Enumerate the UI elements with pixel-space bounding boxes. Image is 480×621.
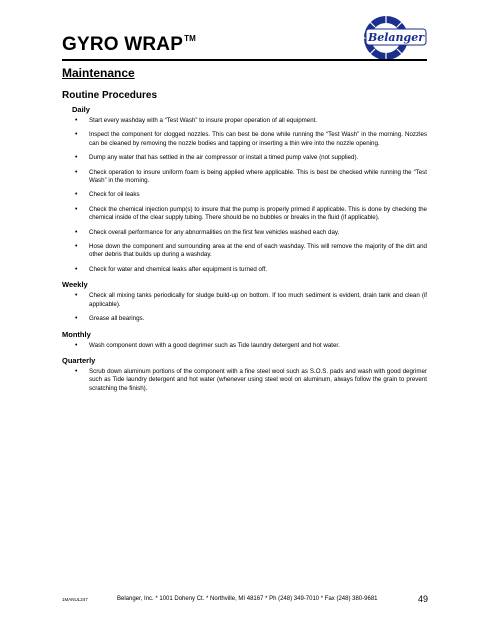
- list-item: • Dump any water that has settled in the air compressor or install a timed pump valve (not supplied).: [75, 154, 359, 162]
- list-item: • Check all mixing tanks periodically for sludge build-up on bottom. If too much sediment is evident, drain tank and clean (if applicable).: [75, 292, 427, 308]
- title-text: GYRO WRAP: [62, 34, 184, 55]
- list-item: • Hose down the component and surrounding area at the end of each washday. This will remove the majority of the dirt and other debris that builds up during a washday.: [75, 243, 427, 259]
- list-item: • Check the chemical injection pump(s) to insure that the pump is properly primed if applicable. This is done by checking the chemical inside of the clear supply tubing. There should be no bubbles or breaks in the fluid (if applicable).: [75, 205, 427, 222]
- bullet-icon: •: [75, 131, 78, 139]
- bullet-icon: •: [75, 168, 78, 176]
- belanger-logo: [356, 14, 428, 62]
- page-number: 49: [418, 594, 429, 604]
- daily-title: Daily: [72, 105, 90, 114]
- monthly-list: [62, 342, 427, 350]
- monthly-title: Monthly: [62, 329, 91, 339]
- header-rule: [62, 59, 427, 61]
- procedures-content: [62, 90, 427, 399]
- weekly-list: [62, 292, 427, 323]
- bullet-icon: •: [75, 117, 78, 124]
- subsection-title: Routine Procedures: [62, 90, 158, 101]
- logo-wordmark: Belanger: [367, 31, 425, 44]
- quarterly-group: [62, 356, 427, 393]
- daily-list: [62, 117, 427, 274]
- list-item: • Grease all bearings.: [75, 315, 145, 323]
- list-item: • Check overall performance for any abnormalities on the first few vehicles washed each day.: [75, 228, 340, 236]
- bullet-icon: •: [75, 265, 78, 273]
- bullet-icon: •: [75, 228, 78, 236]
- section-title: Maintenance: [62, 66, 135, 80]
- bullet-icon: •: [75, 367, 78, 375]
- list-item: • Wash component down with a good degrimer such as Tide laundry detergent and hot water.: [75, 341, 340, 349]
- list-item: • Inspect the component for clogged nozzles. This can best be done while running the “Test Wash” in the morning. Nozzles can be cleaned by removing the nozzle bodies and tapping or inserting a thin wire into the nozzle opening.: [75, 131, 427, 147]
- list-item: • Check for oil leaks: [75, 191, 140, 199]
- bullet-icon: •: [75, 341, 78, 349]
- list-item: • Scrub down aluminum portions of the component with a fine steel wool such as S.O.S. pads and wash with good degrimer such as Tide laundry detergent and hot water (whenever using steel wool on aluminum, always follow the grain to prevent scratching the finish).: [75, 367, 427, 392]
- bullet-icon: •: [75, 154, 78, 162]
- weekly-title: Weekly: [62, 280, 88, 290]
- list-item: • Check for water and chemical leaks after equipment is turned off.: [75, 265, 268, 273]
- trademark-mark: TM: [184, 33, 197, 43]
- bullet-icon: •: [75, 205, 78, 213]
- list-item: • Start every washday with a “Test Wash” to insure proper operation of all equipment.: [75, 117, 318, 124]
- bullet-icon: •: [75, 191, 78, 199]
- bullet-icon: •: [75, 243, 78, 251]
- quarterly-title: Quarterly: [62, 355, 96, 365]
- monthly-group: [62, 330, 427, 350]
- company-address: Belanger, Inc. * 1001 Doheny Ct. * Northville, MI 48167 * Ph (248) 349-7010 * Fax (248) 380-9681: [117, 596, 378, 602]
- weekly-group: [62, 280, 427, 323]
- document-title: [62, 34, 196, 56]
- bullet-icon: •: [75, 292, 78, 300]
- daily-group: [62, 105, 427, 274]
- bullet-icon: •: [75, 315, 78, 323]
- manual-code: 1MANUL247: [62, 597, 88, 602]
- quarterly-list: [62, 368, 427, 393]
- list-item: • Check operation to insure uniform foam is being applied where applicable. This is best be checked while running the “Test Wash” in the morning.: [75, 168, 427, 185]
